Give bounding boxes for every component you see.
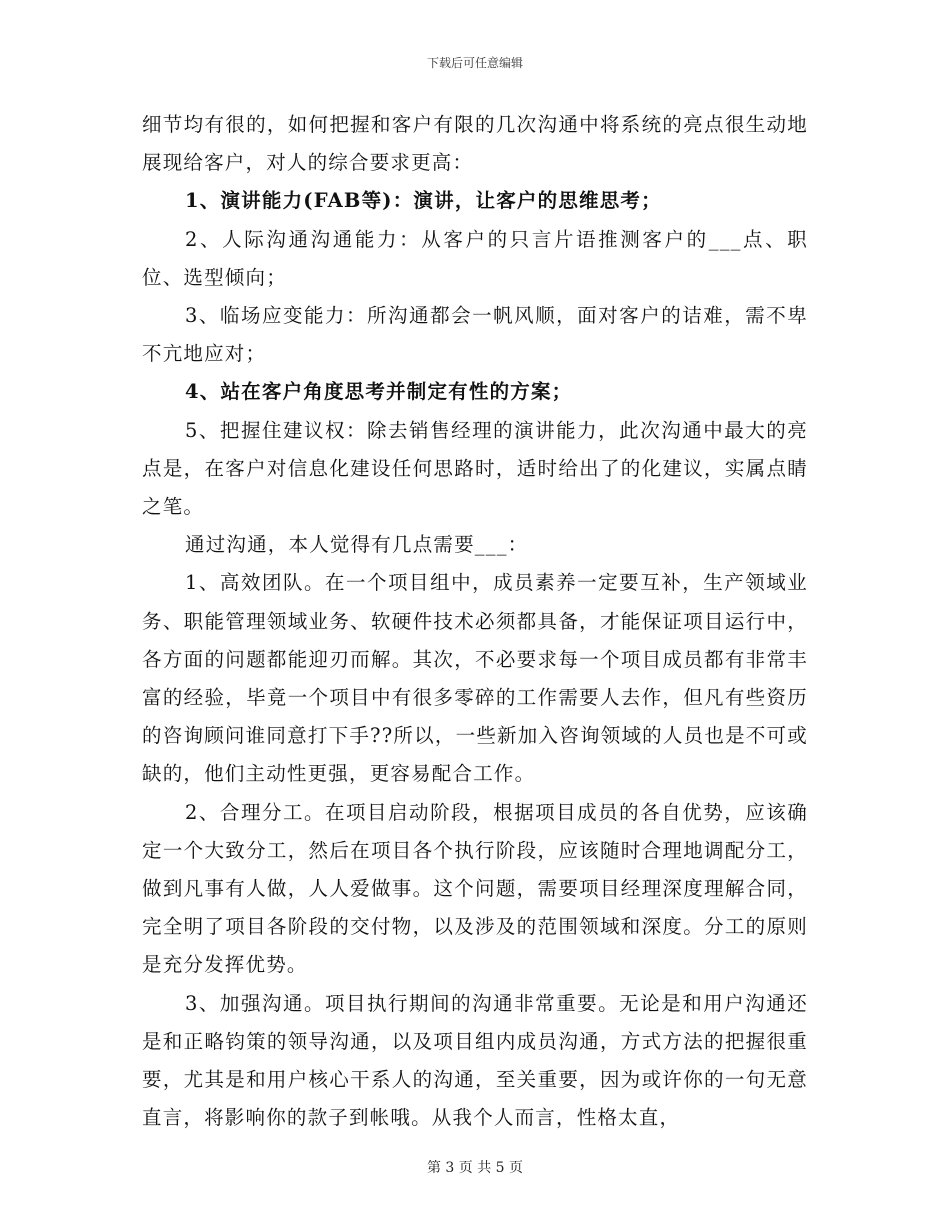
- list-item-advisory-right: 5、把握住建议权：除去销售经理的演讲能力，此次沟通中最大的亮点是，在客户对信息化建设任何思路时，适时给出了的化建议，实属点睛之笔。: [142, 418, 808, 519]
- list-item-customer-perspective: 4、站在客户角度思考并制定有性的方案；: [185, 380, 573, 404]
- list-item-reasonable-division: 2、合理分工。在项目启动阶段，根据项目成员的各自优势，应该确定一个大致分工，然后在项目各个执行阶段，应该随时合理地调配分工，做到凡事有人做，人人爱做事。这个问题，需要项目经理深度理解合同，完全明了项目各阶段的交付物，以及涉及的范围领域和深度。分工的原则是充分发挥优势。: [142, 800, 808, 977]
- document-body: [142, 106, 808, 1137]
- page-header: 下载后可任意编辑: [426, 56, 523, 70]
- list-item-speech-ability: 1、演讲能力(FAB等)：演讲，让客户的思维思考；: [185, 189, 662, 213]
- list-item-interpersonal-communication: 2、人际沟通沟通能力：从客户的只言片语推测客户的___点、职位、选型倾向；: [142, 227, 808, 289]
- list-item-efficient-team: 1、高效团队。在一个项目组中，成员素养一定要互补，生产领域业务、职能管理领域业务、软硬件技术必须都具备，才能保证项目运行中，各方面的问题都能迎刃而解。其次，不必要求每一个项目成员都有非常丰富的经验，毕竟一个项目中有很多零碎的工作需要人去作，但凡有些资历的咨询顾问谁同意打下手??所以，一些新加入咨询领域的人员也是不可或缺的，他们主动性更强，更容易配合工作。: [142, 571, 808, 786]
- list-item-adaptability: 3、临场应变能力：所沟通都会一帆风顺，面对客户的诘难，需不卑不亢地应对；: [142, 304, 808, 366]
- page-footer: 第 3 页 共 5 页: [426, 1160, 524, 1176]
- list-item-strengthen-communication: 3、加强沟通。项目执行期间的沟通非常重要。无论是和用户沟通还是和正略钧策的领导沟通，以及项目组内成员沟通，方式方法的把握很重要，尤其是和用户核心干系人的沟通，至关重要，因为或许你的一句无意直言，将影响你的款子到帐哦。从我个人而言，性格太直，: [142, 991, 808, 1130]
- paragraph-continuation: 细节均有很的，如何把握和客户有限的几次沟通中将系统的亮点很生动地展现给客户，对人的综合要求更高：: [142, 113, 808, 175]
- paragraph-improvements-intro: 通过沟通，本人觉得有几点需要___：: [185, 533, 529, 557]
